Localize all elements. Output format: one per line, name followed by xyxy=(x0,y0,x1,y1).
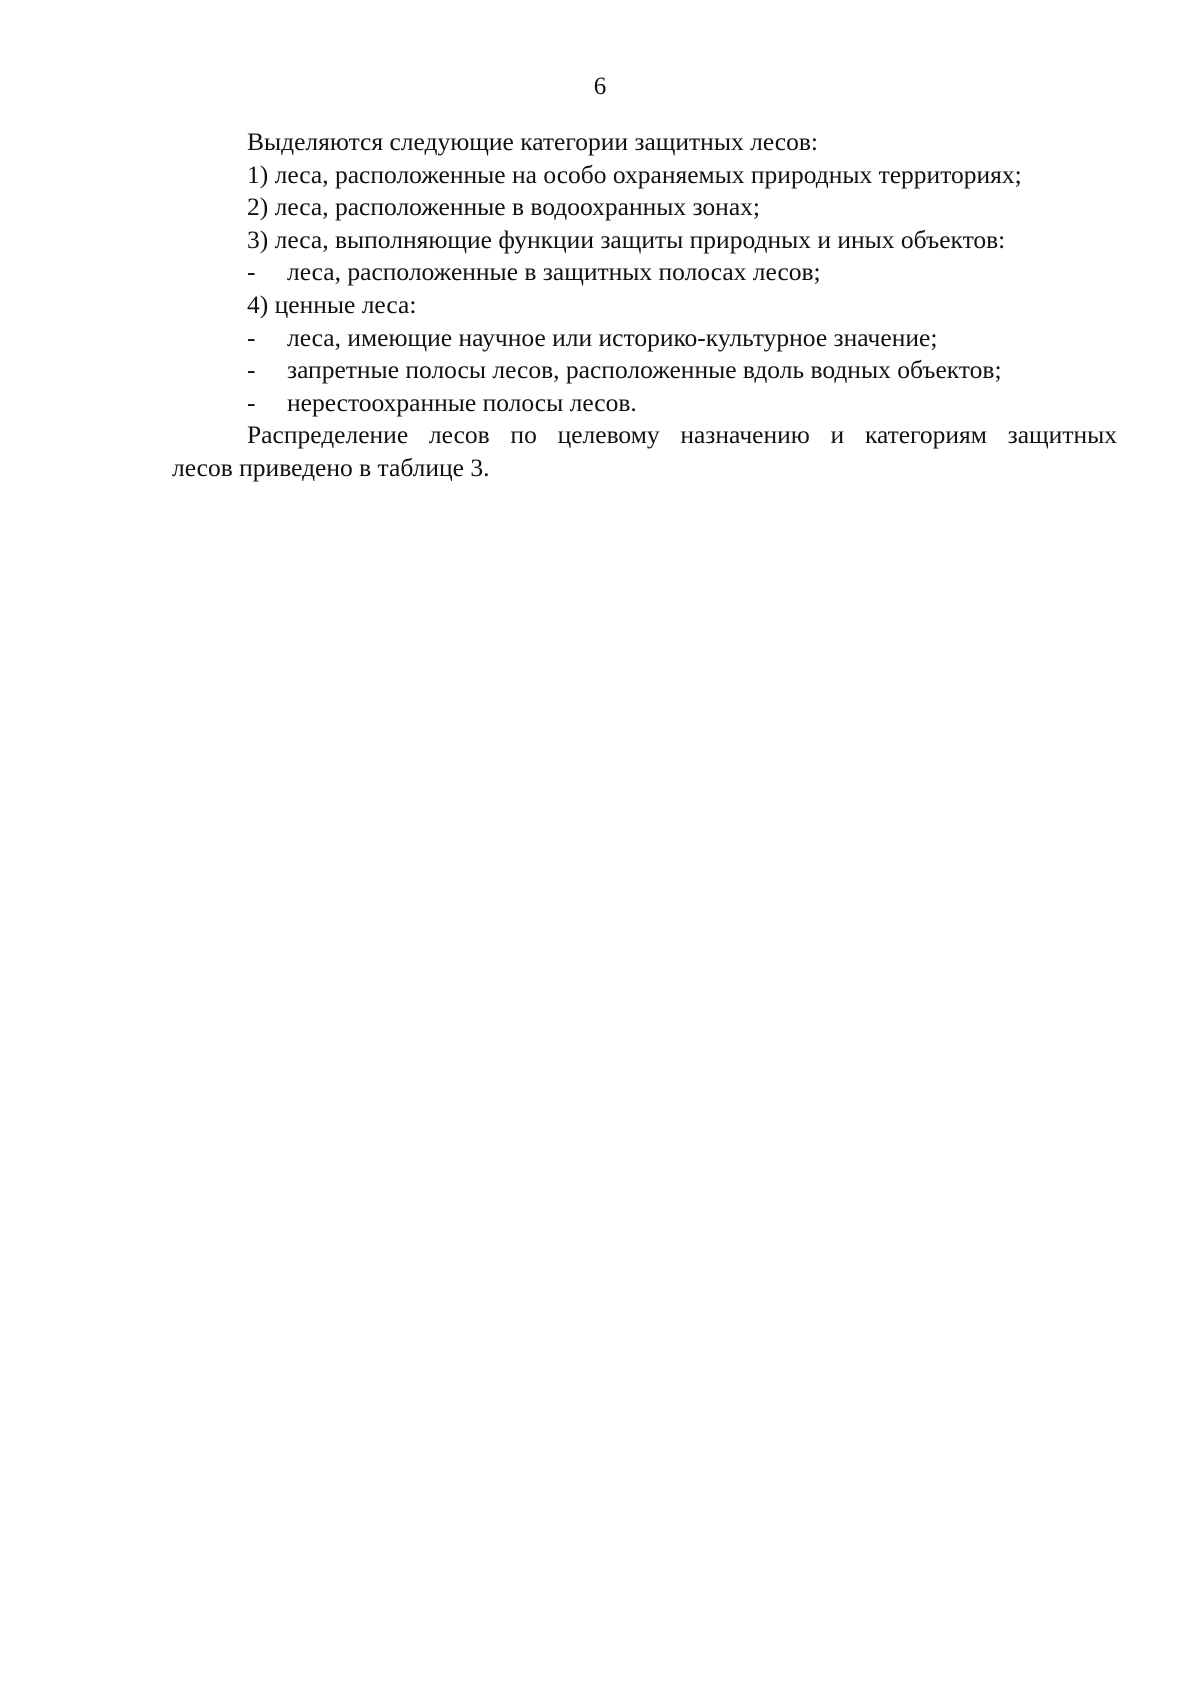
dash-marker: - xyxy=(247,355,256,385)
list-subitem xyxy=(172,387,1117,420)
list-subitem-text: леса, расположенные в защитных полосах лесов; xyxy=(287,257,821,287)
list-item-4: 4) ценные леса: xyxy=(247,289,417,319)
dash-marker: - xyxy=(247,257,256,287)
list-item-1: 1) леса, расположенные на особо охраняемых природных территориях; xyxy=(247,159,1022,189)
closing-paragraph-line-1: Распределение лесов по целевому назначению и категориям защитных xyxy=(247,420,1117,450)
list-subitem-text: леса, имеющие научное или историко-культурное значение; xyxy=(287,322,938,352)
dash-marker: - xyxy=(247,387,256,417)
intro-line: Выделяются следующие категории защитных лесов: xyxy=(247,127,818,156)
closing-paragraph-line-2: лесов приведено в таблице 3. xyxy=(172,452,490,482)
list-item-2: 2) леса, расположенные в водоохранных зонах; xyxy=(247,192,760,222)
dash-marker: - xyxy=(247,322,256,352)
list-item-3: 3) леса, выполняющие функции защиты природных и иных объектов: xyxy=(247,224,1006,254)
list-subitem xyxy=(172,256,1117,289)
list-subitem-text: запретные полосы лесов, расположенные вдоль водных объектов; xyxy=(287,355,1002,385)
page-number: 6 xyxy=(593,73,607,100)
document-body xyxy=(172,126,1117,485)
list-subitem xyxy=(172,322,1117,355)
list-subitem xyxy=(172,354,1117,387)
list-subitem-text: нерестоохранные полосы лесов. xyxy=(287,387,637,417)
